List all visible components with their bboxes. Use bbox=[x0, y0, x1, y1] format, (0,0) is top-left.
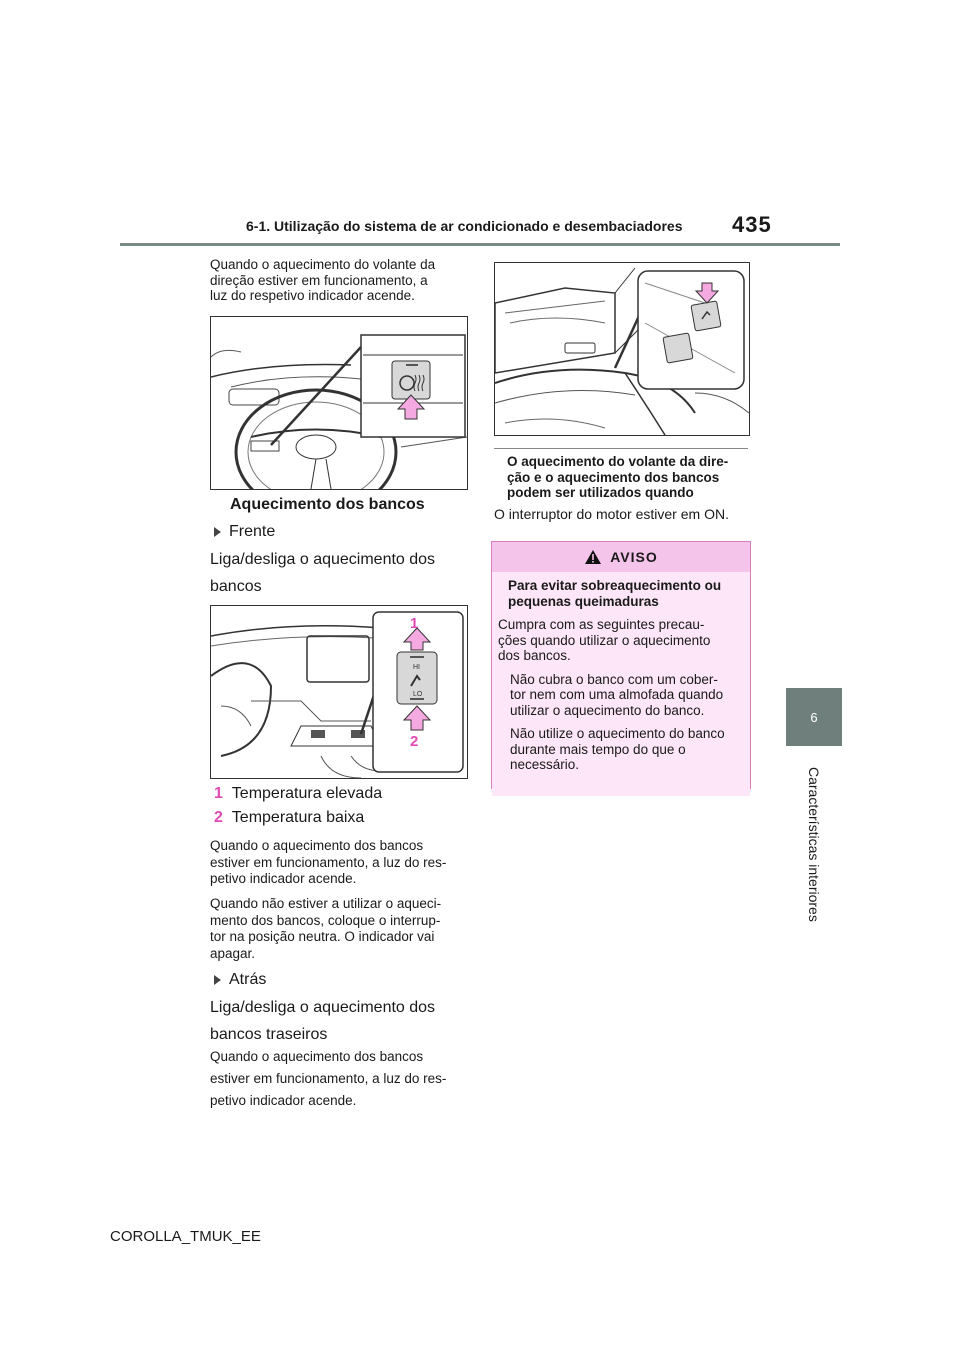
warning-box bbox=[491, 541, 751, 789]
rear-seat-heater-figure bbox=[494, 262, 750, 436]
lo-label: LO bbox=[413, 691, 423, 698]
paragraph-neutral-position: Quando não estiver a utilizar o aqueci- mento dos bancos, coloque o interrup- tor na posição neutra. O indicador vai apagar. bbox=[210, 896, 442, 961]
warning-header bbox=[492, 542, 750, 572]
warning-title: AVISO bbox=[610, 549, 658, 565]
warning-subtitle: Para evitar sobreaquecimento ou pequenas queimaduras bbox=[508, 578, 722, 609]
callout-2: 2 bbox=[410, 733, 419, 750]
intro-paragraph: Quando o aquecimento do volante da direção estiver em funcionamento, a luz do respetivo indicador acende. bbox=[210, 257, 436, 303]
page-number: 435 bbox=[732, 212, 772, 237]
callout-1: 1 bbox=[410, 615, 419, 632]
warning-intro: Cumpra com as seguintes precau- ções quando utilizar o aquecimento dos bancos. bbox=[498, 617, 711, 663]
warning-item-cover: Não cubra o banco com um cober- tor nem com uma almofada quando utilizar o aquecimento do banco. bbox=[510, 671, 724, 718]
warning-item-duration: Não utilize o aquecimento do banco durante mais tempo do que o necessário. bbox=[510, 726, 725, 772]
paragraph-indicator-on: Quando o aquecimento dos bancos estiver em funcionamento, a luz do res- petivo indicador acende. bbox=[210, 838, 447, 886]
section-title: 6-1. Utilização do sistema de ar condicionado e desembaciadores bbox=[246, 218, 683, 234]
paragraph-rear-indicator: Quando o aquecimento dos bancos estiver em funcionamento, a luz do res- petivo indicador acende. bbox=[210, 1049, 447, 1108]
conditions-body: O interruptor do motor estiver em ON. bbox=[494, 506, 729, 522]
chapter-number: 6 bbox=[810, 709, 818, 725]
legend-item-1: 1 Temperatura elevada bbox=[214, 785, 383, 802]
header-rule bbox=[120, 243, 840, 246]
chapter-tab bbox=[786, 688, 842, 746]
section-rule bbox=[494, 448, 748, 449]
front-subheading: Frente bbox=[214, 520, 275, 544]
chapter-title: Características interiores bbox=[806, 766, 822, 922]
conditions-heading: O aquecimento do volante da dire- ção e o aquecimento dos bancos podem ser utilizados quando bbox=[507, 454, 729, 500]
steering-heater-figure bbox=[210, 316, 468, 490]
front-description: Liga/desliga o aquecimento dos bancos bbox=[210, 551, 436, 595]
seat-heater-figure bbox=[210, 605, 468, 779]
model-code: COROLLA_TMUK_EE bbox=[110, 1228, 261, 1245]
bullet-triangle-icon bbox=[214, 975, 221, 985]
rear-description: Liga/desliga o aquecimento dos bancos traseiros bbox=[210, 999, 436, 1043]
bullet-triangle-icon bbox=[214, 527, 221, 537]
chapter-title-vertical bbox=[788, 760, 840, 928]
warning-triangle-icon bbox=[584, 549, 602, 565]
legend-item-2: 2 Temperatura baixa bbox=[214, 809, 365, 826]
hi-label: HI bbox=[413, 664, 420, 671]
seat-heater-heading: Aquecimento dos bancos bbox=[230, 496, 425, 513]
rear-subheading: Atrás bbox=[214, 968, 266, 992]
warning-body bbox=[492, 572, 750, 796]
